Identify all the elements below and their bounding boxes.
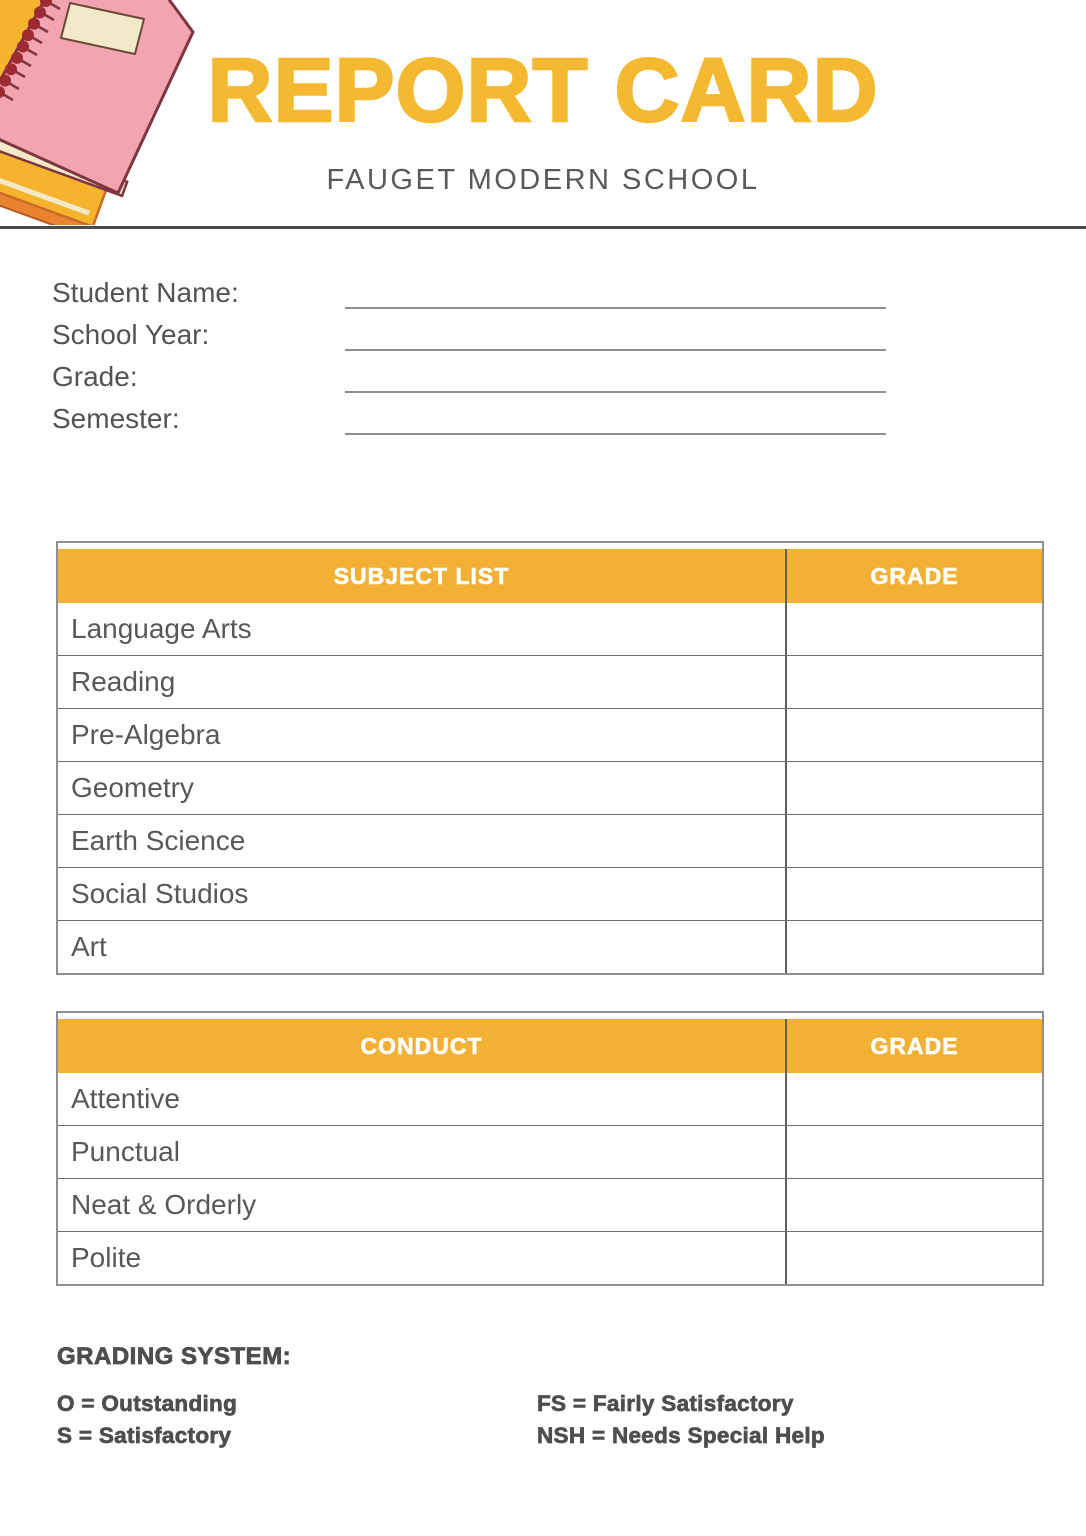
- table-row: [58, 815, 1042, 868]
- school-name: FAUGET MODERN SCHOOL: [326, 164, 760, 196]
- semester-line: [345, 433, 886, 435]
- table-row: [58, 1073, 1042, 1126]
- subject-cell: Reading: [71, 666, 176, 697]
- grade-cell: [785, 1232, 1042, 1284]
- grading-item-fairly-satisfactory: FS = Fairly Satisfactory: [537, 1391, 794, 1416]
- grade-cell: [785, 1126, 1042, 1178]
- school-year-label: School Year:: [52, 319, 210, 350]
- subject-table-header: [58, 549, 1042, 603]
- conduct-table-header: [58, 1019, 1042, 1073]
- grading-system-title: GRADING SYSTEM:: [57, 1343, 292, 1370]
- subject-cell: Pre-Algebra: [71, 719, 221, 750]
- subject-cell: Geometry: [71, 772, 194, 803]
- grading-item-needs-special-help: NSH = Needs Special Help: [537, 1423, 825, 1448]
- student-name-line: [345, 307, 886, 309]
- grade-cell: [785, 921, 1042, 973]
- page-title: REPORT CARD: [207, 41, 879, 141]
- header-divider: [0, 226, 1086, 229]
- form-row-school-year: [52, 314, 888, 356]
- conduct-cell: Punctual: [71, 1136, 180, 1167]
- conduct-cell: Attentive: [71, 1083, 180, 1114]
- grading-system-columns: [57, 1388, 1017, 1452]
- table-row: [58, 1179, 1042, 1232]
- table-row: [58, 656, 1042, 709]
- conduct-cell: Polite: [71, 1242, 142, 1273]
- grading-system: [57, 1342, 1017, 1452]
- subject-table: [56, 541, 1044, 975]
- table-row: [58, 921, 1042, 973]
- grading-item-satisfactory: S = Satisfactory: [57, 1423, 232, 1448]
- grade-cell: [785, 603, 1042, 655]
- subject-cell: Art: [71, 931, 107, 962]
- grade-cell: [785, 1073, 1042, 1125]
- grading-left-column: [57, 1388, 537, 1452]
- form-row-semester: [52, 398, 888, 440]
- table-row: [58, 1232, 1042, 1284]
- conduct-header-cell: CONDUCT: [360, 1032, 483, 1059]
- subject-grade-header-cell: GRADE: [785, 549, 1042, 603]
- grade-cell: [785, 762, 1042, 814]
- grade-line: [345, 391, 886, 393]
- grade-cell: [785, 815, 1042, 867]
- table-row: [58, 1126, 1042, 1179]
- school-year-line: [345, 349, 886, 351]
- conduct-table: [56, 1011, 1044, 1286]
- subject-cell: Social Studios: [71, 878, 249, 909]
- grade-cell: [785, 1179, 1042, 1231]
- table-row: [58, 762, 1042, 815]
- student-info-form: [52, 272, 888, 440]
- conduct-cell: Neat & Orderly: [71, 1189, 257, 1220]
- semester-label: Semester:: [52, 403, 180, 434]
- grade-cell: [785, 709, 1042, 761]
- table-row: [58, 709, 1042, 762]
- table-row: [58, 868, 1042, 921]
- subject-cell: Earth Science: [71, 825, 246, 856]
- table-row: [58, 603, 1042, 656]
- form-row-student-name: [52, 272, 888, 314]
- grade-label: Grade:: [52, 361, 138, 392]
- grading-right-column: [537, 1388, 1017, 1452]
- grade-cell: [785, 868, 1042, 920]
- student-name-label: Student Name:: [52, 277, 239, 308]
- subject-cell: Language Arts: [71, 613, 252, 644]
- subject-list-header-cell: SUBJECT LIST: [333, 562, 510, 589]
- grading-item-outstanding: O = Outstanding: [57, 1391, 238, 1416]
- conduct-grade-header-cell: GRADE: [785, 1019, 1042, 1073]
- grade-cell: [785, 656, 1042, 708]
- form-row-grade: [52, 356, 888, 398]
